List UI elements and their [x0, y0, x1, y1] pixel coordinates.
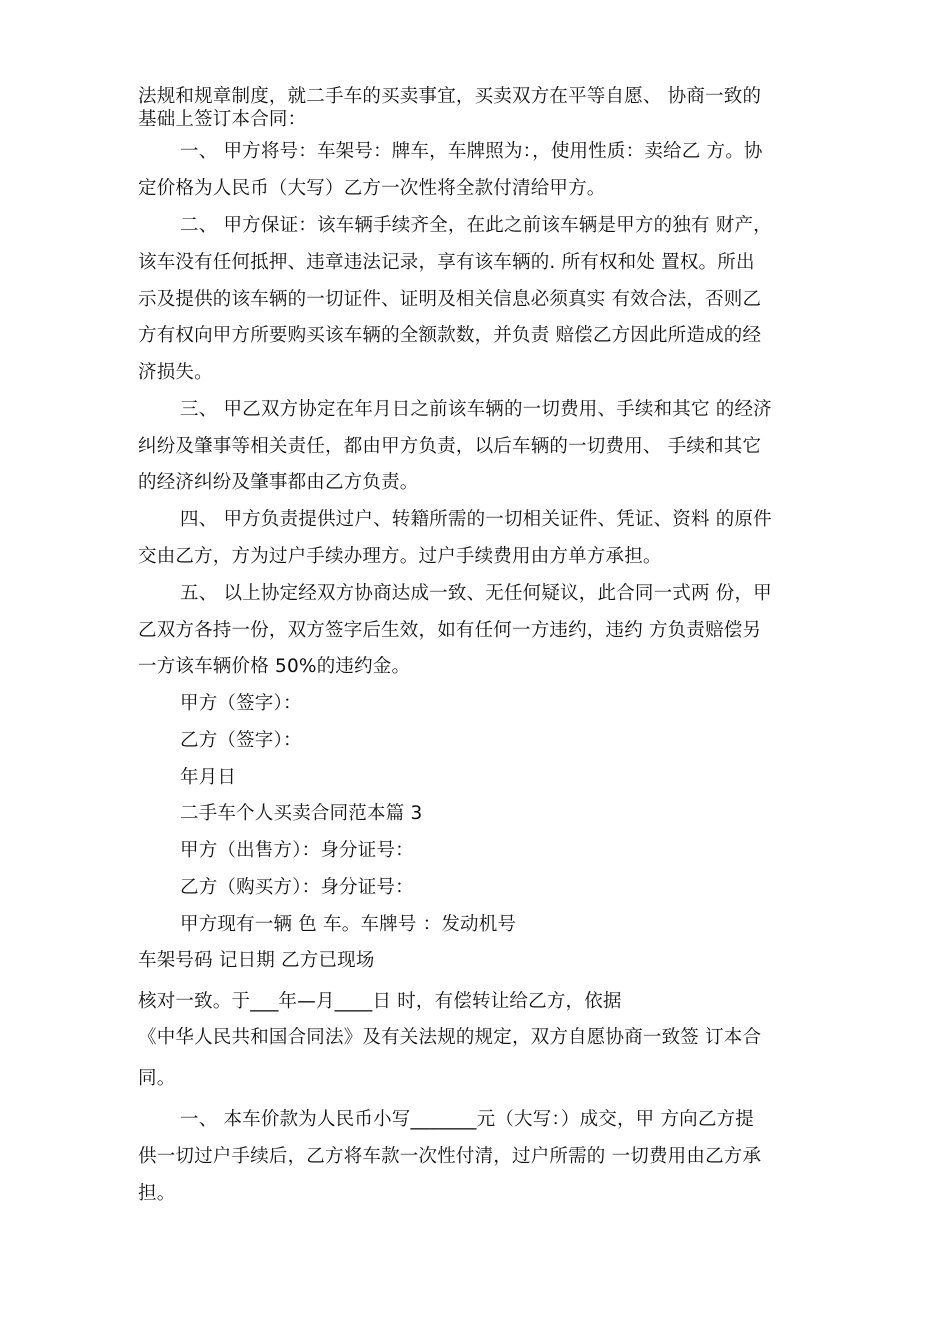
text-line: 基础上签订本合同： [138, 109, 307, 130]
text-line: 该车没有任何抵押、违章违法记录，享有该车辆的. 所有权和处 置权。所出 [138, 252, 755, 273]
text-line: 纠纷及肇事等相关责任，都由甲方负责，以后车辆的一切费用、 手续和其它 [138, 436, 762, 457]
text-line: 供一切过户手续后，乙方将车款一次性付清，过户所需的 一切费用由乙方承 [138, 1146, 762, 1167]
text-line: 五、 以上协定经双方协商达成一致、无任何疑议，此合同一式两 份，甲 [180, 583, 772, 604]
signature-line-party-b: 乙方（签字）： [180, 730, 302, 751]
text-line: 三、 甲乙双方协定在年月日之前该车辆的一切费用、手续和其它 的经济 [180, 399, 772, 420]
text-line: 乙方（购买方）：身分证号： [180, 877, 414, 898]
text-line: 甲方（出售方）：身分证号： [180, 840, 414, 861]
text-line: 担。 [138, 1183, 176, 1204]
text-line: 示及提供的该车辆的一切证件、证明及相关信息必须真实 有效合法，否则乙 [138, 289, 762, 310]
text-line: 一方该车辆价格 50%的违约金。 [138, 656, 411, 677]
text-line: 济损失。 [138, 362, 213, 383]
text-line: 车架号码 记日期 乙方已现场 [138, 950, 375, 971]
text-line: 《中华人民共和国合同法》及有关法规的规定，双方自愿协商一致签 订本合 [138, 1027, 762, 1048]
text-line: 方有权向甲方所要购买该车辆的全额款数，并负责 赔偿乙方因此所造成的经 [138, 325, 762, 346]
text-line: 的经济纠纷及肇事都由乙方负责。 [138, 472, 419, 493]
text-line: 四、 甲方负责提供过户、转籍所需的一切相关证件、凭证、资料 的原件 [180, 509, 772, 530]
text-line: 一、 本车价款为人民币小写_______元（大写：）成交，甲 方向乙方提 [180, 1109, 754, 1130]
date-line: 年月日 [180, 767, 237, 788]
section-heading: 二手车个人买卖合同范本篇 3 [180, 803, 423, 824]
text-line: 定价格为人民币（大写）乙方一次性将全款付清给甲方。 [138, 178, 606, 199]
text-line: 甲方现有一辆 色 车。车牌号 ：发动机号 [180, 914, 517, 935]
text-line: 核对一致。于___年—月____日 时，有偿转让给乙方，依据 [138, 991, 622, 1012]
text-line: 乙双方各持一份，双方签字后生效，如有任何一方违约，违约 方负责赔偿另 [138, 620, 762, 641]
text-line: 交由乙方，方为过户手续办理方。过户手续费用由方单方承担。 [138, 546, 662, 567]
text-line: 一、 甲方将号：车架号：牌车，车牌照为：，使用性质：卖给乙 方。协 [180, 141, 763, 162]
signature-line-party-a: 甲方（签字）： [180, 693, 302, 714]
text-line: 同。 [138, 1068, 176, 1089]
text-line: 二、 甲方保证：该车辆手续齐全，在此之前该车辆是甲方的独有 财产， [180, 215, 772, 236]
text-line: 法规和规章制度，就二手车的买卖事宜，买卖双方在平等自愿、 协商一致的 [138, 86, 762, 107]
